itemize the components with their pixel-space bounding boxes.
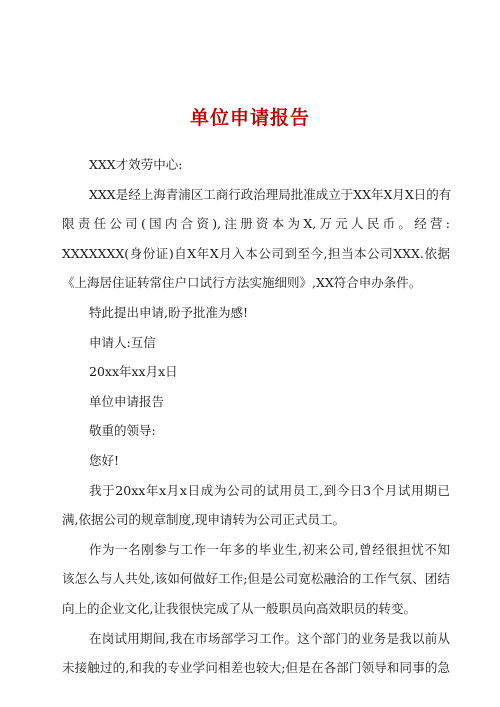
paragraph-line: 《上海居住证转常住户口试行方法实施细则》,XX符合申办条件。 xyxy=(62,275,422,291)
paragraph-line: XXXXXXX(身份证)自X年X月入本公司到至今,担当本公司XXX.依据 xyxy=(62,245,450,261)
section-heading: 单位申请报告 xyxy=(89,393,165,409)
document-title: 单位申请报告 xyxy=(189,107,310,129)
greeting-line: 您好! xyxy=(89,452,120,468)
paragraph-line: 在岗试用期间,我在市场部学习工作。这个部门的业务是我以前从 xyxy=(89,630,450,646)
paragraph-line: XXX是经上海青浦区工商行政治理局批准成立于XX年X月X日的有 xyxy=(89,186,452,202)
date-line: 20xx年xx月x日 xyxy=(89,364,178,380)
paragraph-line: 我于20xx年x月x日成为公司的试用员工,到今日3个月试用期已 xyxy=(89,482,450,498)
applicant-line: 申请人:互信 xyxy=(89,334,156,350)
document-body xyxy=(62,150,450,683)
paragraph-line: 作为一名刚参与工作一年多的毕业生,初来公司,曾经很担忧不知 xyxy=(89,541,450,557)
paragraph-line: 满,依据公司的规章制度,现申请转为公司正式员工。 xyxy=(62,512,345,528)
salutation-line: 敬重的领导: xyxy=(89,423,156,439)
paragraph-line: 该怎么与人共处,该如何做好工作;但是公司宽松融洽的工作气氛、团结 xyxy=(62,571,450,587)
paragraph-line: 限责任公司(国内合资),注册资本为X,万元人民币。经营: xyxy=(62,216,450,232)
paragraph-line: 特此提出申请,盼予批准为感! xyxy=(89,304,248,320)
paragraph-line: 向上的企业文化,让我很快完成了从一般职员向高效职员的转变。 xyxy=(62,600,416,616)
paragraph-line: 未接触过的,和我的专业学问相差也较大;但是在各部门领导和同事的急 xyxy=(62,660,450,676)
salutation-line: XXX才效劳中心: xyxy=(89,157,183,172)
